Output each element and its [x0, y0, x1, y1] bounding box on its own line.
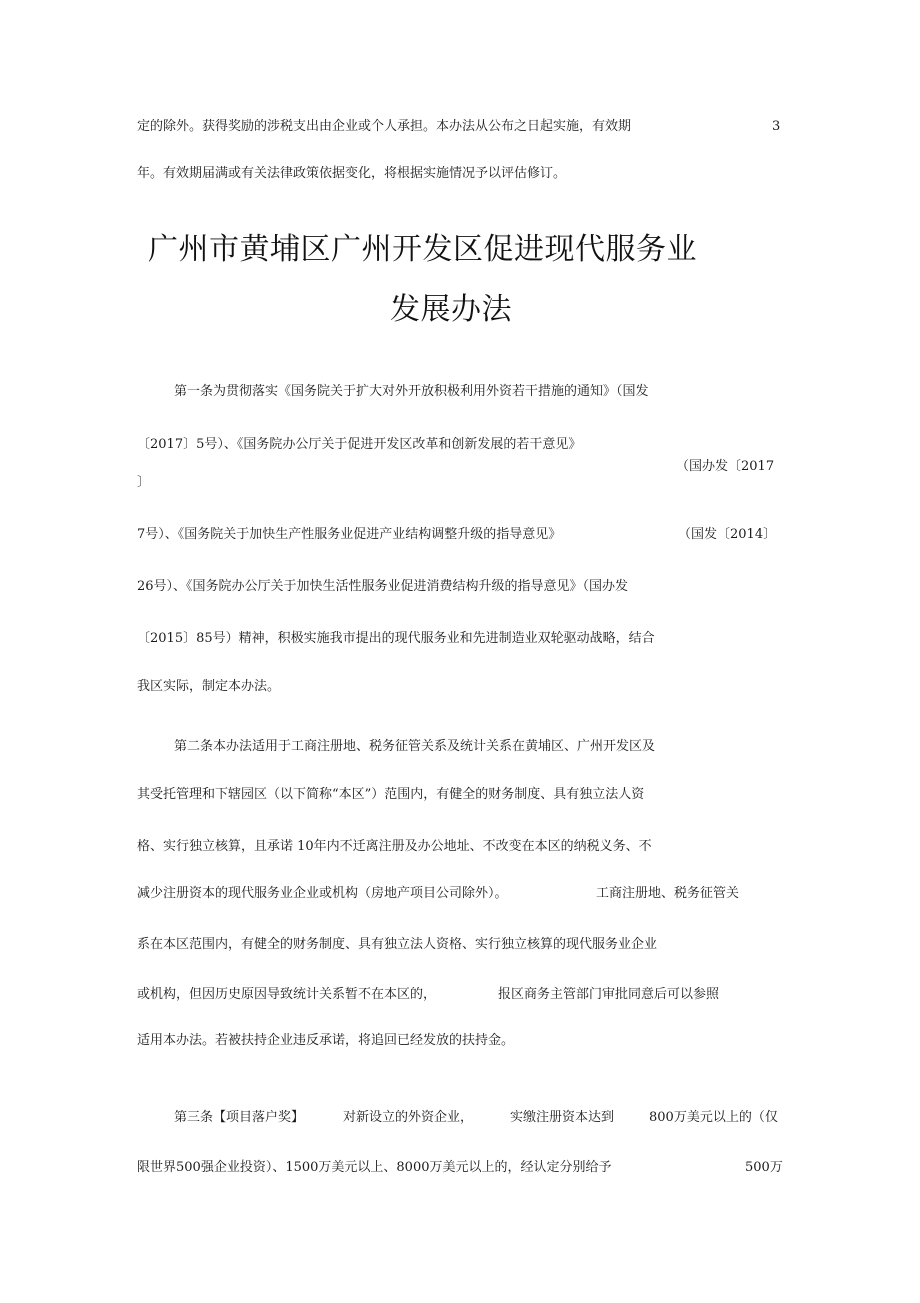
article-2-line-5: 系在本区范围内，有健全的财务制度、具有独立法人资格、实行独立核算的现代服务业企业 [137, 937, 658, 952]
article-3-segment-4: 800万美元以上的（仅 [649, 1110, 778, 1125]
article-1-line-2: 〔2017〕5号）、《国务院办公厅关于促进开发区改革和创新发展的若干意见》 [137, 437, 582, 452]
article-2-line-7: 适用本办法。若被扶持企业违反承诺，将追回已经发放的扶持金。 [137, 1033, 515, 1048]
article-2-line-4: 减少注册资本的现代服务业企业或机构（房地产项目公司除外）。 [137, 886, 508, 901]
article-2-line-6-right: 报区商务主管部门审批同意后可以参照 [498, 987, 720, 1002]
article-3-heading: 第三条【项目落户奖】 [174, 1110, 305, 1125]
article-2-line-6: 或机构，但因历史原因导致统计关系暂不在本区的， [137, 987, 437, 1002]
article-3-segment-2: 对新设立的外资企业， [343, 1110, 474, 1125]
article-2-line-2: 其受托管理和下辖园区（以下简称“本区”）范围内，有健全的财务制度、具有独立法人资 [137, 787, 645, 802]
article-2-line-1: 第二条本办法适用于工商注册地、税务征管关系及统计关系在黄埔区、广州开发区及 [174, 739, 656, 754]
article-3-line-2-right: 500万 [745, 1160, 783, 1175]
document-title-line-1: 广州市黄埔区广州开发区促进现代服务业 [148, 232, 697, 267]
intro-line-2: 年。有效期届满或有关法律政策依据变化，将根据实施情况予以评估修订。 [137, 166, 567, 181]
article-1-line-1: 第一条为贯彻落实《国务院关于扩大对外开放积极利用外资若干措施的通知》（国发 [174, 384, 649, 399]
article-1-line-5: 7号）、《国务院关于加快生产性服务业促进产业结构调整升级的指导意见》 [137, 527, 562, 542]
article-1-line-7: 〔2015〕85号）精神，积极实施我市提出的现代服务业和先进制造业双轮驱动战略，结合 [137, 631, 655, 646]
article-2-line-3: 格、实行独立核算，且承诺 10年内不迁离注册及办公地址、不改变在本区的纳税义务、不 [137, 839, 652, 854]
article-1-line-8: 我区实际，制定本办法。 [137, 679, 281, 694]
article-3-segment-3: 实缴注册资本达到 [510, 1110, 615, 1125]
intro-line-1: 定的除外。获得奖励的涉税支出由企业或个人承担。本办法从公布之日起实施，有效期 [137, 119, 632, 134]
article-1-line-4: 〕 [137, 475, 151, 490]
document-title-line-2: 发展办法 [390, 292, 512, 327]
article-1-line-5-right: （国发〔2014〕 [678, 527, 777, 542]
intro-line-1-number: 3 [772, 119, 781, 134]
article-1-line-6: 26号）、《国务院办公厅关于加快生活性服务业促进消费结构升级的指导意见》（国办发 [137, 579, 629, 594]
article-2-line-4-right: 工商注册地、税务征管关 [596, 886, 740, 901]
article-3-line-2: 限世界500强企业投资）、1500万美元以上、8000万美元以上的，经认定分别给予 [137, 1160, 612, 1175]
article-1-line-3: （国办发〔2017 [676, 459, 775, 474]
